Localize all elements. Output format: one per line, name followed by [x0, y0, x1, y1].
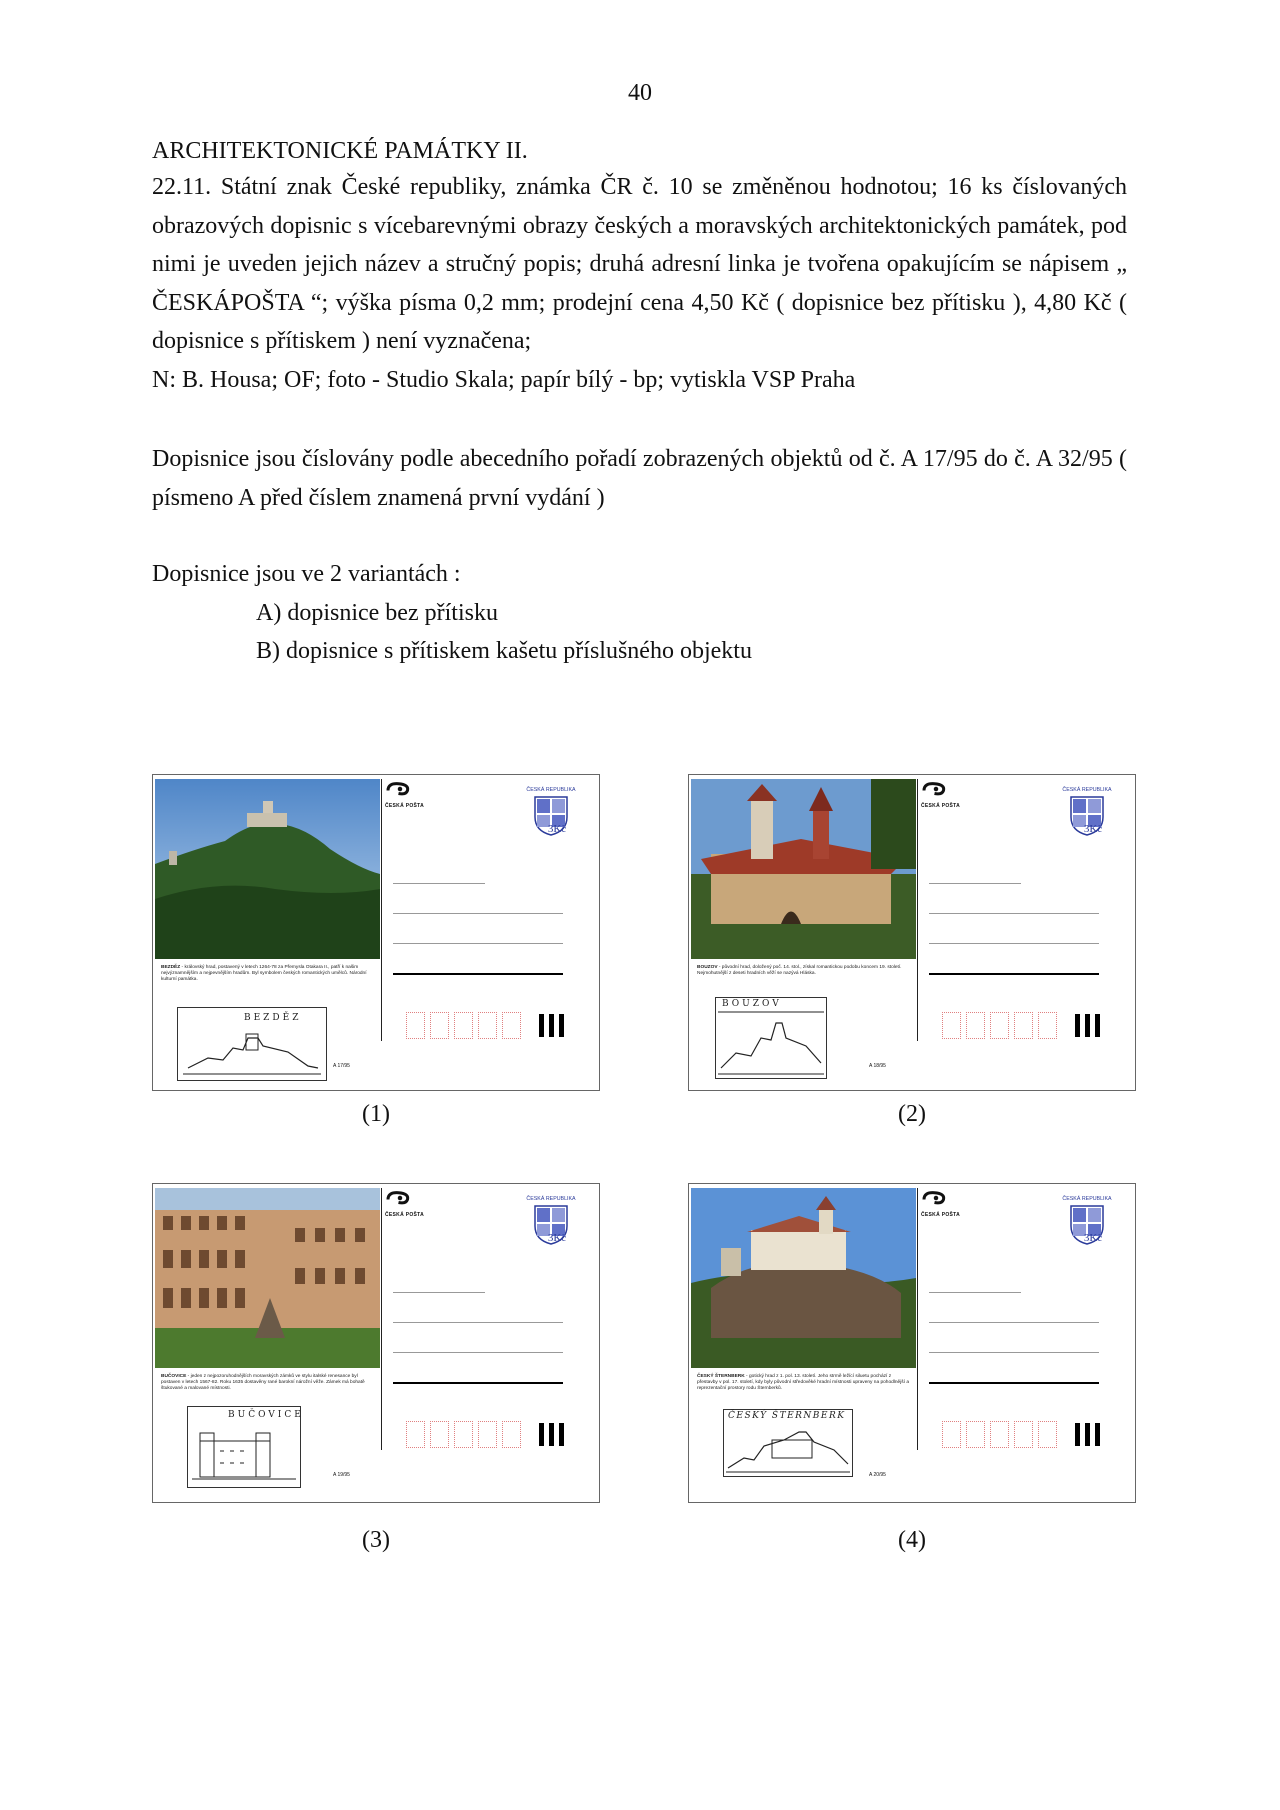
section-heading: ARCHITEKTONICKÉ PAMÁTKY II.: [152, 138, 528, 164]
numbering-paragraph: Dopisnice jsou číslovány podle abecedního pořadí zobrazených objektů od č. A 17/95 do č. A 32/95 ( písmeno A před číslem znamená první vydání ): [152, 446, 1127, 511]
card-divider: [381, 779, 382, 1041]
stamp-value: 3Kč: [547, 823, 567, 835]
ceska-posta-logo: [921, 781, 963, 809]
card-reference: A 19/95: [333, 1472, 350, 1478]
post-horn-icon: [921, 781, 951, 797]
caption-title: BUČOVICE: [161, 1374, 187, 1379]
postcard-caption: [697, 965, 912, 977]
barcode-marks: [1075, 1423, 1100, 1446]
postcard-1: [152, 774, 600, 1091]
caption-title: BOUZOV: [697, 965, 718, 970]
postcard-photo-bezdez: [155, 779, 380, 959]
variant-b: B) dopisnice s přítiskem kašetu příslušného objektu: [256, 638, 752, 665]
card-reference: A 18/95: [869, 1063, 886, 1069]
address-line: [929, 1352, 1099, 1353]
cachet-label: BOUZOV: [722, 999, 782, 1009]
description-credits: N: B. Housa; OF; foto - Studio Skala; papír bílý - bp; vytiskla VSP Praha: [152, 366, 856, 393]
card-label-3: (3): [362, 1527, 390, 1553]
variant-a: A) dopisnice bez přítisku: [256, 599, 498, 626]
stamp-country: ČESKÁ REPUBLIKA: [526, 1196, 576, 1202]
printed-stamp: [524, 1196, 578, 1244]
card-divider: [381, 1188, 382, 1450]
address-line: [393, 913, 563, 914]
card-divider: [917, 779, 918, 1041]
stamp-country: ČESKÁ REPUBLIKA: [526, 787, 576, 793]
posta-label: ČESKÁ POŠTA: [921, 1212, 961, 1218]
barcode-marks: [539, 1423, 564, 1446]
postal-code-boxes: [406, 1012, 521, 1039]
card-label-1: (1): [362, 1101, 390, 1127]
caption-body: - jeden z nejpozoruhodnějších moravských zámků ve stylu italské renesance byl postaven v letech 1567-82. Roku 1635 dostavěny rané barokní nárožní věže. Zámek má bohatě štukované a malované místnosti.: [161, 1374, 365, 1392]
address-line: [393, 1382, 563, 1384]
card-reference: A 17/95: [333, 1063, 350, 1069]
ceska-posta-logo: [921, 1190, 963, 1218]
cachet-stamp: [723, 1409, 853, 1477]
postal-code-boxes: [406, 1421, 521, 1448]
ceska-posta-logo: [385, 1190, 427, 1218]
postcard-photo-bouzov: [691, 779, 916, 959]
postcard-caption: [697, 1374, 912, 1393]
card-divider: [917, 1188, 918, 1450]
variants-intro: Dopisnice jsou ve 2 variantách :: [152, 561, 461, 587]
postal-code-boxes: [942, 1012, 1057, 1039]
posta-label: ČESKÁ POŠTA: [921, 803, 961, 809]
address-line: [393, 973, 563, 975]
card-label-4: (4): [898, 1527, 926, 1553]
posta-label: ČESKÁ POŠTA: [385, 1212, 425, 1218]
address-line: [393, 1322, 563, 1323]
stamp-value: 3Kč: [1083, 1232, 1103, 1244]
address-line: [929, 1322, 1099, 1323]
printed-stamp: [1060, 1196, 1114, 1244]
description-text: 22.11. Státní znak České republiky, známka ČR č. 10 se změněnou hodnotou; 16 ks číslovaných obrazových dopisnic s vícebarevnými obrazy českých a moravských architektonických památek, pod nimi je uveden jejich název a stručný popis; druhá adresní linka je tvořena opakujícím se nápisem „ ČESKÁPOŠTA “; výška písma 0,2 mm; prodejní cena 4,50 Kč ( dopisnice bez přítisku ), 4,80 Kč ( dopisnice s přítiskem ) není vyznačena;: [152, 174, 1127, 355]
description-paragraph: [152, 168, 1127, 400]
postal-code-boxes: [942, 1421, 1057, 1448]
barcode-marks: [1075, 1014, 1100, 1037]
postcard-caption: [161, 965, 376, 984]
caption-body: - původní hrad, doložený poč. 14. stol., získal romantickou podobu koncem 19. století. Nejmohutnější z deseti hradních věží se nazývá Hláska.: [697, 965, 902, 977]
address-line: [929, 883, 1021, 884]
card-label-2: (2): [898, 1101, 926, 1127]
address-line: [393, 883, 485, 884]
address-line: [393, 1352, 563, 1353]
cachet-label: BEZDĚZ: [244, 1013, 302, 1023]
stamp-value: 3Kč: [1083, 823, 1103, 835]
address-line: [929, 943, 1099, 944]
barcode-marks: [539, 1014, 564, 1037]
card-reference: A 20/95: [869, 1472, 886, 1478]
caption-body: - gotický hrad z 1. pol. 13. století. Jeho strmě ležící siluetu pochází z přestavby v pol. 17. století, kdy byly původní středověké hradní místnosti upraveny na pohodlnější a reprezentační prostory rodu Šternberků.: [697, 1374, 909, 1392]
postcard-photo-bucovice: [155, 1188, 380, 1368]
ceska-posta-logo: [385, 781, 427, 809]
posta-label: ČESKÁ POŠTA: [385, 803, 425, 809]
stamp-country: ČESKÁ REPUBLIKA: [1062, 787, 1112, 793]
address-line: [929, 1292, 1021, 1293]
caption-body: - královský hrad, postavený v letech 1264-78 za Přemysla Otakara II., patří k našim nejvýznamnějším a nejpevnějším hradům. Byl symbolem českých romantických umělců. Národní kulturní památka.: [161, 965, 367, 983]
cachet-label: ČESKÝ ŠTERNBERK: [728, 1411, 846, 1421]
post-horn-icon: [385, 1190, 415, 1206]
caption-title: ČESKÝ ŠTERNBERK: [697, 1374, 745, 1379]
postcard-4: [688, 1183, 1136, 1503]
address-line: [929, 1382, 1099, 1384]
caption-title: BEZDĚZ: [161, 965, 181, 970]
postcard-2: [688, 774, 1136, 1091]
variants-block: [152, 555, 1127, 671]
postcard-photo-cesky-sternberk: [691, 1188, 916, 1368]
printed-stamp: [1060, 787, 1114, 835]
postcard-caption: [161, 1374, 376, 1393]
cachet-label: BUČOVICE: [228, 1410, 304, 1420]
address-line: [929, 913, 1099, 914]
address-line: [393, 1292, 485, 1293]
post-horn-icon: [921, 1190, 951, 1206]
cachet-stamp: [715, 997, 827, 1079]
cachet-stamp: [187, 1406, 304, 1488]
cachet-stamp: [177, 1007, 327, 1081]
address-line: [393, 943, 563, 944]
postcard-3: [152, 1183, 600, 1503]
page-number: 40: [628, 80, 652, 106]
stamp-value: 3Kč: [547, 1232, 567, 1244]
address-line: [929, 973, 1099, 975]
stamp-country: ČESKÁ REPUBLIKA: [1062, 1196, 1112, 1202]
post-horn-icon: [385, 781, 415, 797]
printed-stamp: [524, 787, 578, 835]
